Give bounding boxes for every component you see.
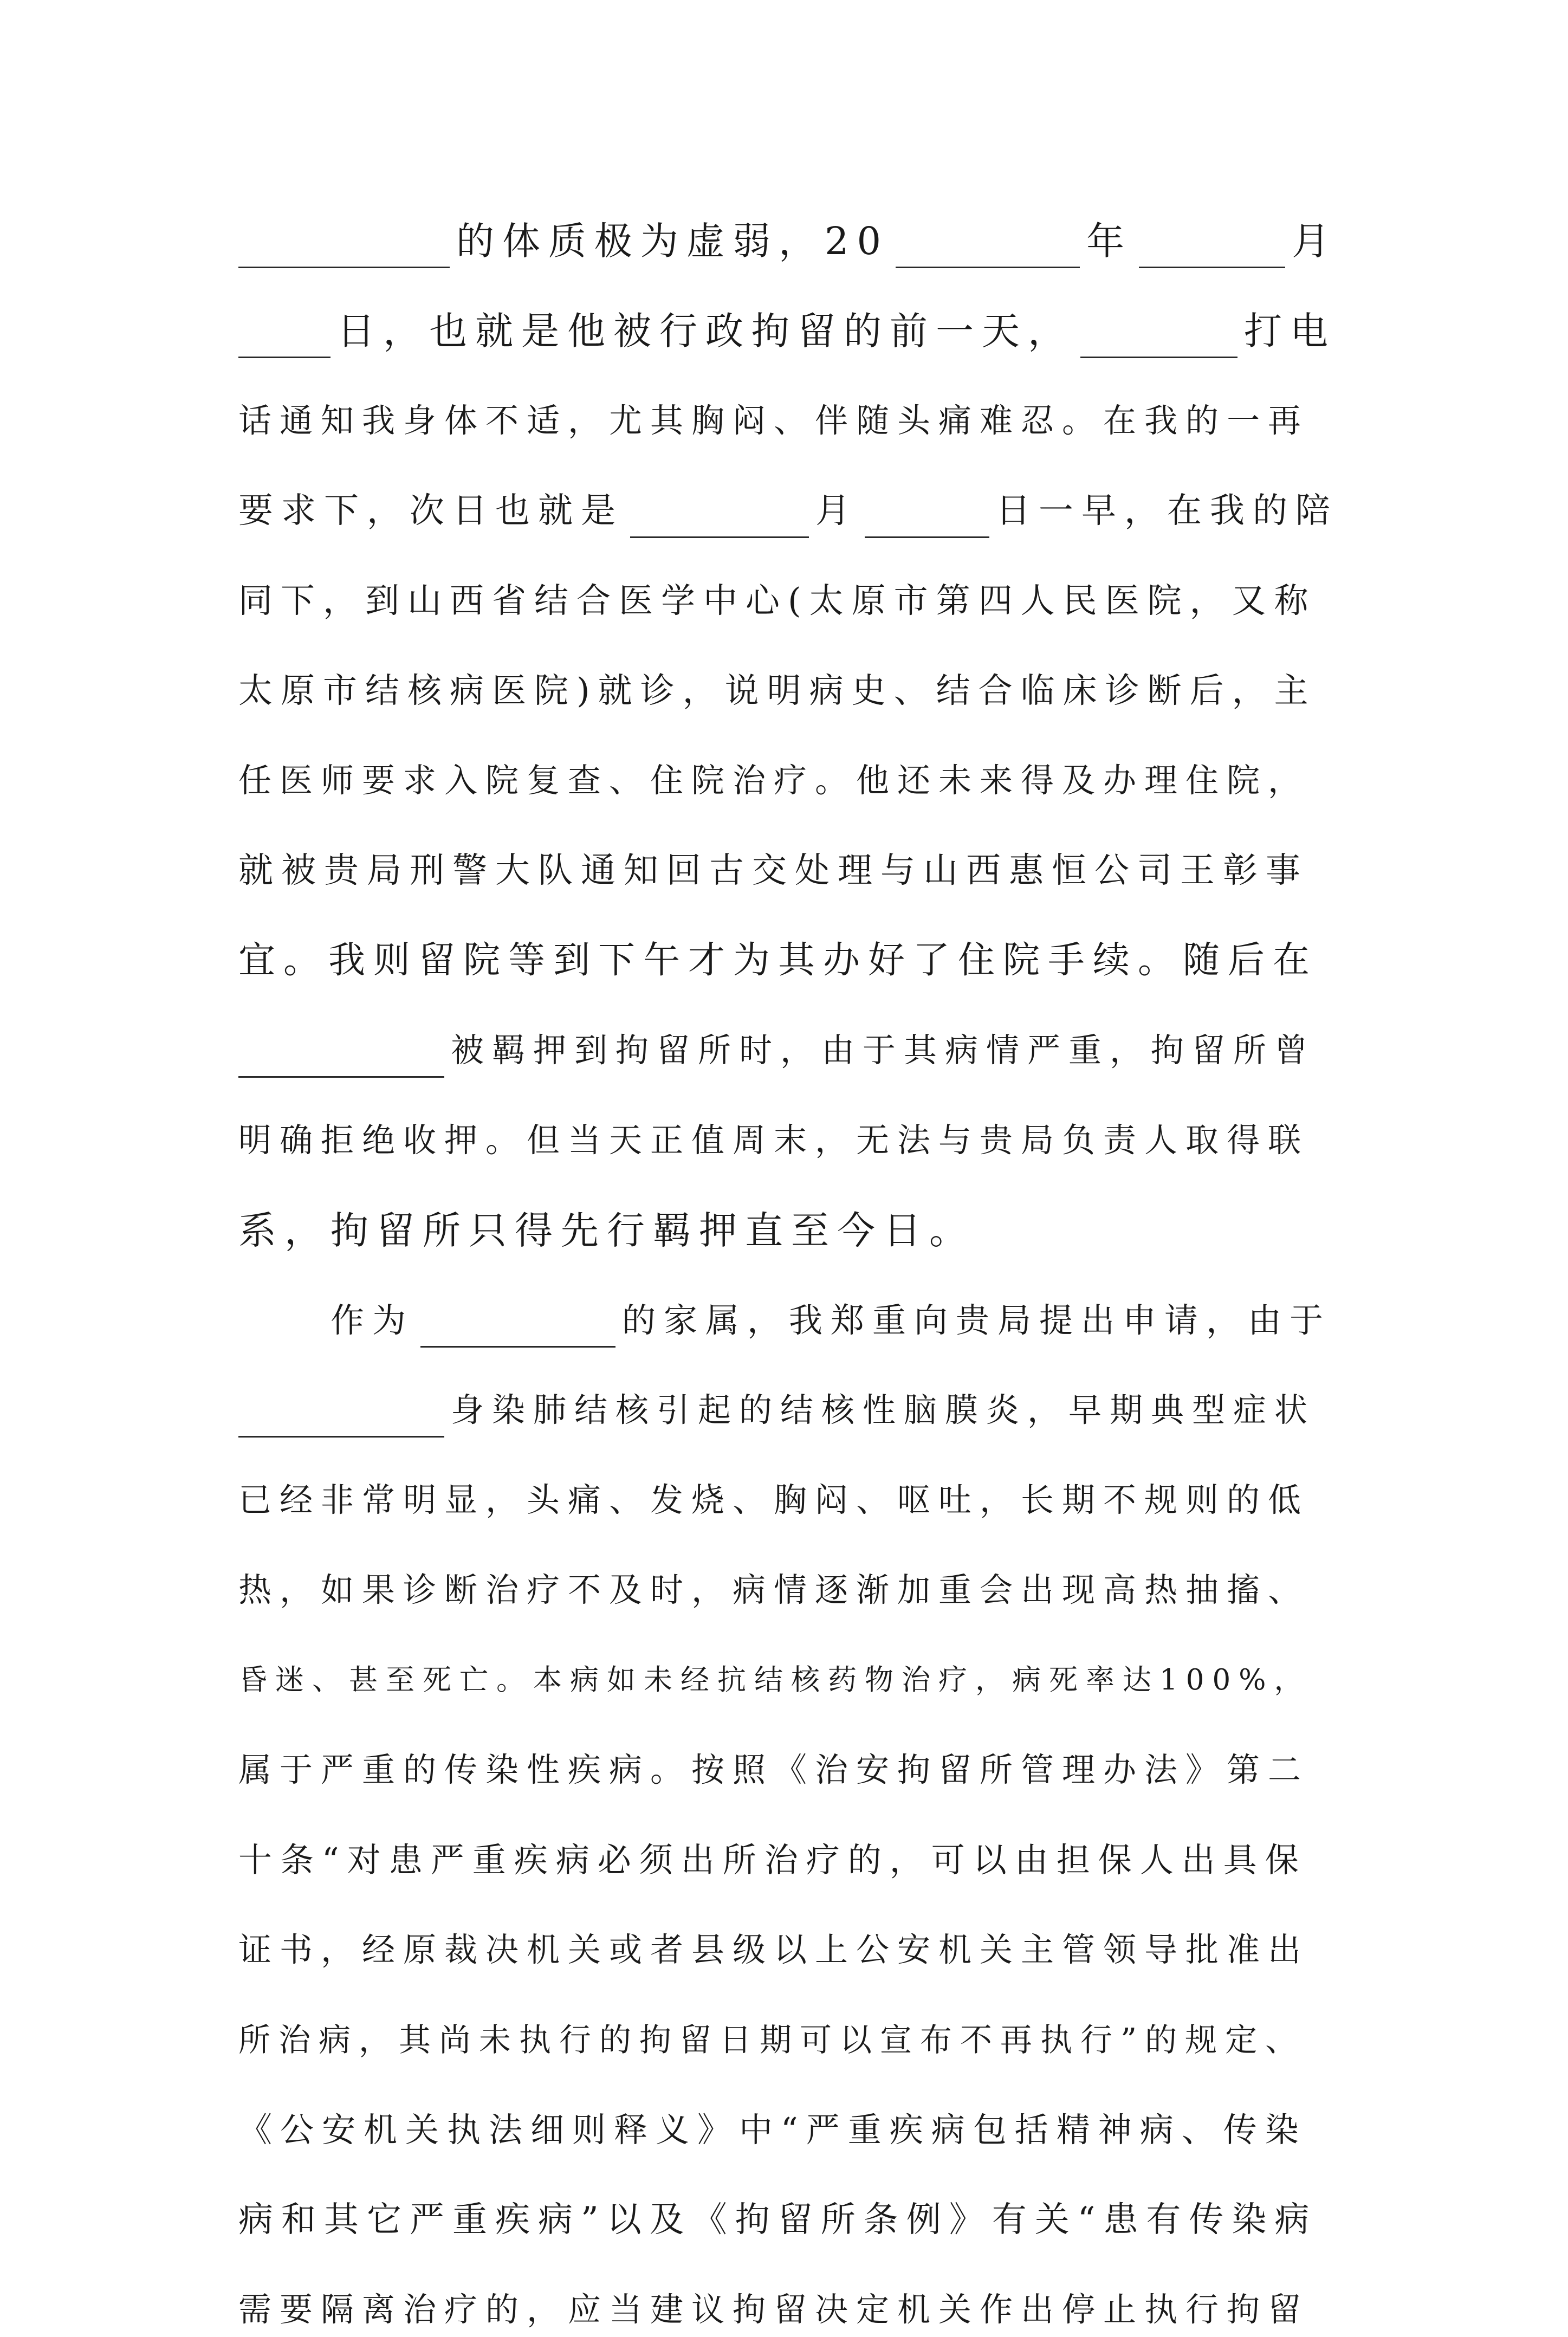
text-segment: 系，拘留所只得先行羁押直至今日。: [238, 1208, 975, 1253]
text-line: [238, 1176, 1319, 1258]
text-line: [238, 907, 1319, 988]
text-line: [238, 1266, 1411, 1348]
fill-in-blank: [238, 224, 450, 268]
text-segment: 日，也就是他被行政拘留的前一天，: [337, 309, 1074, 353]
text-segment: 需要隔离治疗的，应当建议拘留决定机关作出停止执行拘留: [238, 2290, 1310, 2329]
text-line: [238, 817, 1319, 898]
fill-in-blank: [1080, 314, 1237, 358]
text-segment: 太原市结核病医院)就诊，说明病史、结合临床诊断后，主: [238, 671, 1317, 710]
text-segment: 月: [1292, 219, 1338, 263]
text-line: [238, 2166, 1319, 2247]
text-segment: 昏迷、甚至死亡。本病如未经抗结核药物治疗，病死率达100%，: [238, 1663, 1311, 1697]
text-line: [238, 547, 1319, 628]
text-segment: 证书，经原裁决机关或者县级以上公安机关主管领导批准出: [238, 1931, 1310, 1969]
text-line: [238, 277, 1336, 358]
text-segment: 同下，到山西省结合医学中心(太原市第四人民医院，又称: [238, 581, 1317, 620]
text-segment: 宜。我则留院等到下午才为其办好了住院手续。随后在: [238, 939, 1318, 982]
text-line: [238, 727, 1319, 808]
text-segment: 任医师要求入院复查、住院治疗。他还未来得及办理住院，: [238, 761, 1310, 800]
text-segment: 身染肺结核引起的结核性脑膜炎，早期典型症状: [451, 1391, 1316, 1429]
text-line: [238, 1446, 1319, 1527]
fill-in-blank: [630, 494, 809, 538]
text-line: [238, 1896, 1319, 1977]
text-line: [238, 1716, 1319, 1797]
text-segment: 年: [1086, 219, 1133, 263]
fill-in-blank: [896, 224, 1080, 268]
text-segment: 的家属，我郑重向贵局提出申请，由于: [622, 1300, 1332, 1340]
text-segment: 属于严重的传染性疾病。按照《治安拘留所管理办法》第二: [238, 1751, 1310, 1789]
fill-in-blank: [420, 1304, 615, 1348]
text-segment: 要求下，次日也就是: [238, 491, 624, 531]
text-line: [238, 1536, 1319, 1617]
text-line: [238, 2076, 1319, 2157]
fill-in-blank: [1139, 224, 1285, 268]
text-segment: 被羁押到拘留所时，由于其病情严重，拘留所曾: [451, 1031, 1316, 1070]
fill-in-blank: [865, 494, 989, 538]
fill-in-blank: [238, 1034, 444, 1078]
text-line: [238, 367, 1319, 448]
text-line: [238, 1086, 1319, 1168]
text-line: [238, 1356, 1319, 1438]
text-line: [238, 1806, 1319, 1887]
text-line: [238, 187, 1338, 268]
fill-in-blank: [238, 314, 331, 358]
text-segment: 明确拒绝收押。但当天正值周末，无法与贵局负责人取得联: [238, 1121, 1310, 1160]
text-segment: 《公安机关执法细则释义》中“严重疾病包括精神病、传染: [238, 2110, 1307, 2150]
text-segment: 月: [815, 491, 858, 531]
text-segment: 十条“对患严重疾病必须出所治疗的，可以由担保人出具保: [238, 1840, 1307, 1880]
text-segment: 的体质极为虚弱，20: [456, 219, 890, 263]
text-line: [238, 996, 1319, 1078]
text-segment: 已经非常明显，头痛、发烧、胸闷、呕吐，长期不规则的低: [238, 1481, 1310, 1519]
text-segment: 病和其它严重疾病”以及《拘留所条例》有关“患有传染病: [238, 2200, 1318, 2240]
text-line: [238, 457, 1338, 538]
fill-in-blank: [238, 1394, 444, 1438]
text-segment: 日一早，在我的陪: [996, 491, 1338, 531]
text-segment: 话通知我身体不适，尤其胸闷、伴随头痛难忍。在我的一再: [238, 402, 1310, 440]
text-line: [238, 1986, 1319, 2067]
text-line: [238, 1626, 1319, 1707]
text-segment: 就被贵局刑警大队通知回古交处理与山西惠恒公司王彰事: [238, 851, 1308, 891]
text-segment: 所治病，其尚未执行的拘留日期可以宣布不再执行”的规定、: [238, 2021, 1306, 2058]
text-line: [238, 637, 1319, 718]
text-segment: 作为: [331, 1300, 414, 1340]
text-line: [238, 2256, 1319, 2337]
text-segment: 打电: [1244, 309, 1336, 353]
text-segment: 热，如果诊断治疗不及时，病情逐渐加重会出现高热抽搐、: [238, 1571, 1310, 1609]
